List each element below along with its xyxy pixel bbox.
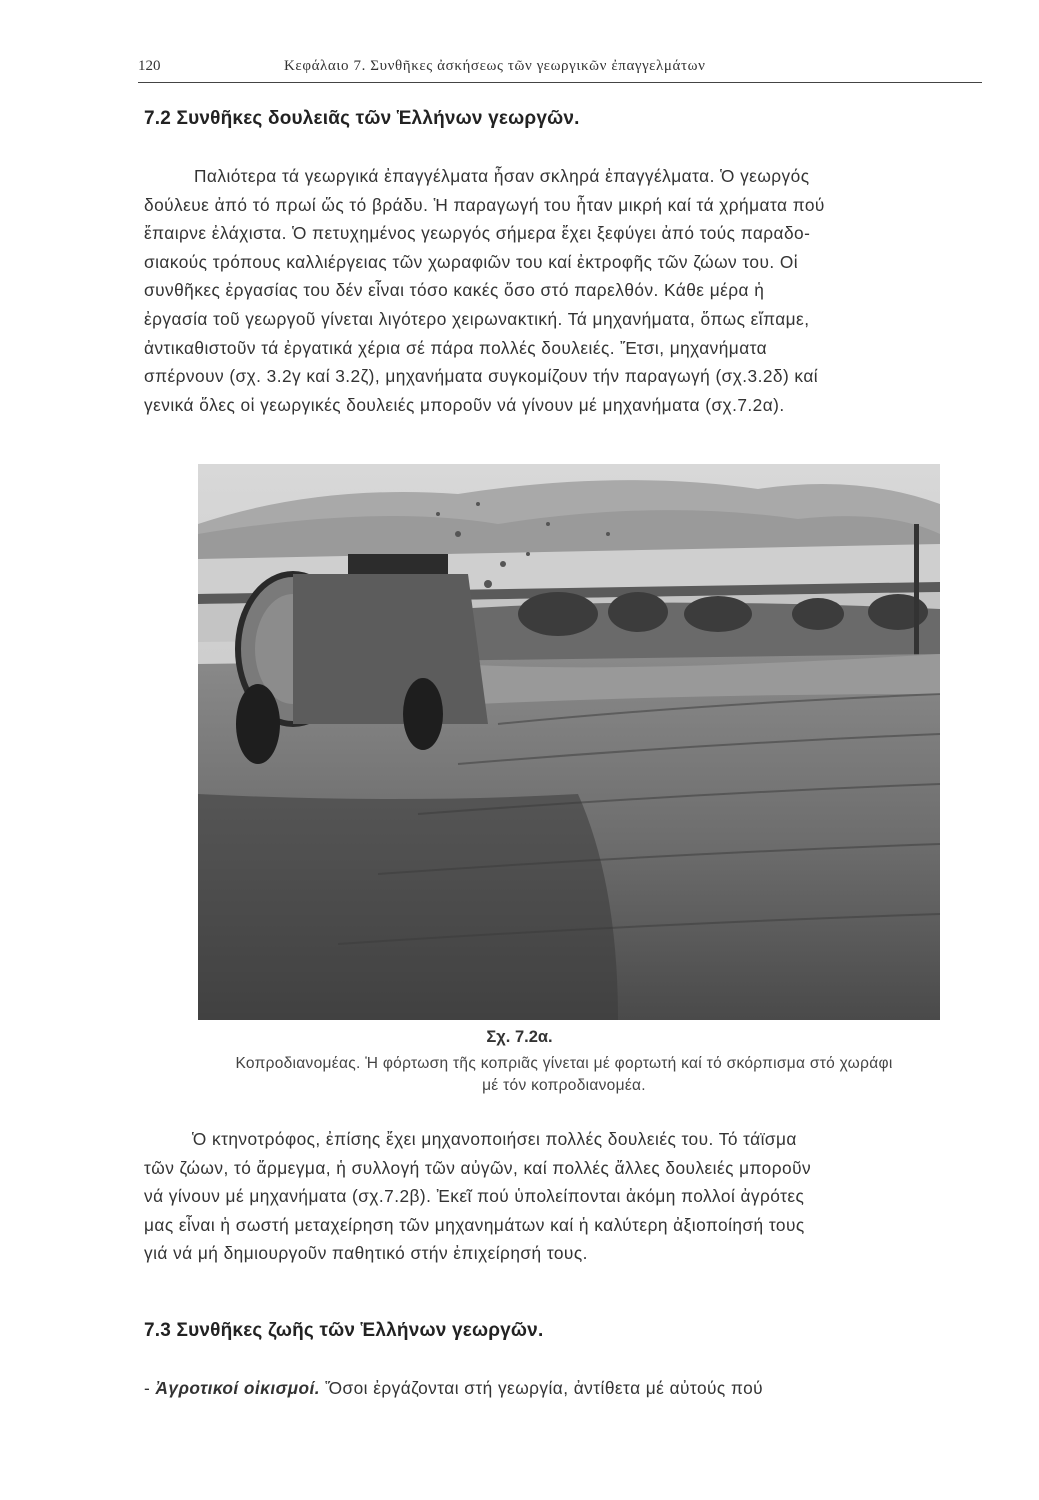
text-line: ἔπαιρνε ἐλάχιστα. Ὁ πετυχημένος γεωργός σήμερα ἔχει ξεφύγει ἀπό τούς παραδο- [144, 223, 811, 244]
text-line: γενικά ὅλες οἱ γεωργικές δουλειές μποροῦν νά γίνουν μέ μηχανήματα (σχ.7.2α). [144, 394, 785, 415]
text-line: μας εἶναι ἡ σωστή μεταχείρηση τῶν μηχανημάτων καί ἡ καλύτερη ἀξιοποίησή τους [144, 1214, 805, 1235]
text-line: νά γίνουν μέ μηχανήματα (σχ.7.2β). Ἐκεῖ πού ὑπολείπονται ἀκόμη πολλοί ἀγρότες [144, 1186, 805, 1207]
text-line: συνθῆκες ἐργασίας του δέν εἶναι τόσο κακές ὅσο στό παρελθόν. Κάθε μέρα ἡ [144, 280, 765, 301]
section-heading-7-2: 7.2 Συνθῆκες δουλειᾶς τῶν Ἑλλήνων γεωργῶν. [144, 108, 580, 129]
text-line: ἀντικαθιστοῦν τά ἐργατικά χέρια σέ πάρα πολλές δουλειές. Ἔτσι, μηχανήματα [144, 337, 768, 358]
text-line: σπέρνουν (σχ. 3.2γ καί 3.2ζ), μηχανήματα συγκομίζουν τήν παραγωγή (σχ.3.2δ) καί [144, 366, 819, 387]
text-line: Ὁ κτηνοτρόφος, ἐπίσης ἔχει μηχανοποιήσει πολλές δουλειές του. Τό τάϊσμα [192, 1129, 797, 1149]
page-header [138, 56, 982, 83]
text-line: Παλιότερα τά γεωργικά ἐπαγγέλματα ἦσαν σκληρά ἐπαγγέλματα. Ὁ γεωργός [194, 166, 810, 186]
bullet-prefix: - [144, 1378, 156, 1398]
section-7-2-paragraph [144, 162, 984, 419]
bullet-text: Ὅσοι ἐργάζονται στή γεωργία, ἀντίθετα μέ αὐτούς πού [319, 1378, 764, 1398]
bullet-line [144, 1374, 984, 1403]
page-number: 120 [138, 58, 161, 74]
figure-caption [144, 1053, 984, 1097]
text-line: δούλευε ἀπό τό πρωί ὥς τό βράδυ. Ἡ παραγωγή του ἦταν μικρή καί τά χρήματα πού [144, 194, 825, 215]
text-line: ἐργασία τοῦ γεωργοῦ γίνεται λιγότερο χειρωνακτική. Τά μηχανήματα, ὅπως εἴπαμε, [144, 308, 810, 329]
livestock-paragraph [144, 1125, 984, 1268]
section-heading-7-3: 7.3 Συνθῆκες ζωῆς τῶν Ἑλλήνων γεωργῶν. [144, 1320, 544, 1341]
caption-line: Κοπροδιανομέας. Ἡ φόρτωση τῆς κοπριᾶς γίνεται μέ φορτωτή καί τό σκόρπισμα στό χωράφι [235, 1055, 893, 1072]
caption-line: μέ τόν κοπροδιανομέα. [482, 1077, 646, 1094]
settlements-bullet [144, 1374, 984, 1403]
manure-spreader-photo [198, 464, 940, 1020]
bullet-term: Ἀγροτικοί οἰκισμοί. [155, 1378, 320, 1398]
text-line: τῶν ζώων, τό ἄρμεγμα, ἡ συλλογή τῶν αὐγῶν, καί πολλές ἄλλες δουλειές μποροῦν [144, 1157, 812, 1178]
figure-id: Σχ. 7.2α. [486, 1028, 553, 1046]
running-title: Κεφάλαιο 7. Συνθῆκες ἀσκήσεως τῶν γεωργικῶν ἐπαγγελμάτων [284, 58, 706, 74]
text-line: γιά νά μή δημιουργοῦν παθητικό στήν ἐπιχείρησή τους. [144, 1243, 588, 1264]
text-line: σιακούς τρόπους καλλιέργειας τῶν χωραφιῶν του καί ἐκτροφῆς τῶν ζώων του. Οἱ [144, 251, 799, 272]
